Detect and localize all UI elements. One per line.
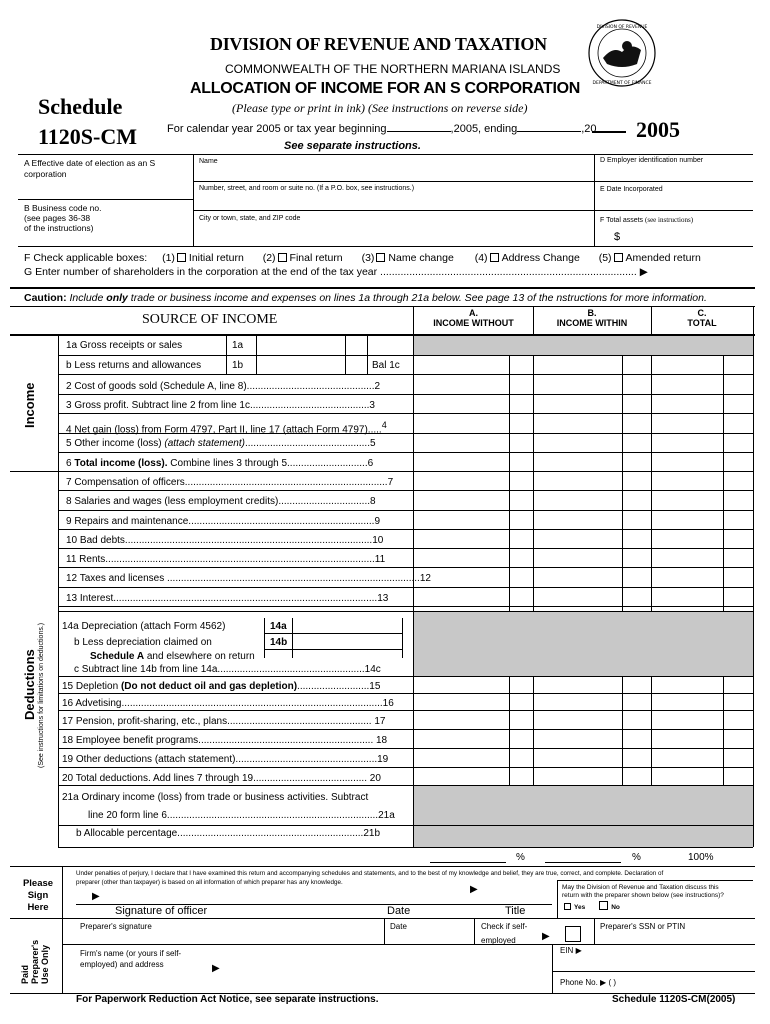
- initial-return-checkbox[interactable]: [177, 253, 186, 262]
- grid-line: [58, 847, 753, 848]
- line-1b-box: 1b: [232, 360, 244, 371]
- pct-col-b: %: [632, 852, 641, 863]
- discuss-no-checkbox[interactable]: [599, 901, 608, 910]
- grid-line: [622, 355, 623, 611]
- schedule-word: Schedule: [38, 94, 123, 119]
- grid-line: [345, 334, 346, 374]
- line-21a-label-2: line 20 form line 6............................................................................21a: [88, 810, 395, 821]
- shaded-area: [413, 825, 753, 847]
- line-21b-label: b Allocable percentage...................................................................21b: [76, 828, 381, 839]
- see-separate-instructions: See separate instructions.: [284, 140, 421, 152]
- col-a-header: A. INCOME WITHOUT: [433, 308, 514, 328]
- arrow-right-icon: ▶: [212, 963, 220, 974]
- grid-line: [58, 334, 59, 847]
- grid-line: [58, 374, 753, 375]
- schedule-id: 1120S-CM: [38, 124, 137, 149]
- svg-text:DEPARTMENT OF FINANCE: DEPARTMENT OF FINANCE: [592, 81, 652, 86]
- line-7-label: 7 Compensation of officers.........................................................................7: [66, 477, 394, 488]
- shaded-area: [413, 335, 753, 355]
- ein-label: D Employer identification number: [600, 157, 704, 164]
- line-1c-label: Bal 1c: [372, 360, 400, 371]
- perjury-statement: Under penalties of perjury, I declare that I have examined this return and accompanying schedules and statements, and to the best of my knowledge and belief, they are true, correct, and complete. Declaration of preparer (other than taxpayer) is based on all information of which preparer has any knowledge.: [76, 870, 664, 886]
- line-14a-label: 14a Depreciation (attach Form 4562): [62, 621, 226, 632]
- address-change-checkbox[interactable]: [490, 253, 499, 262]
- line-20-label: 20 Total deductions. Add lines 7 through 19......................................... 20: [62, 773, 381, 784]
- firm-name-label: Firm's name (or yours if self- employed) and address: [80, 949, 182, 969]
- caution-line: Caution: Include only trade or business income and expenses on lines 1a through 21a below. See page 13 of the nstructions for more information.: [24, 292, 707, 304]
- print-note: (Please type or print in ink) (See instructions on reverse side): [232, 101, 528, 115]
- grid-line: [58, 529, 753, 530]
- arrow-right-icon: ▶: [470, 884, 478, 895]
- grid-line: [264, 649, 402, 650]
- grid-line: [10, 334, 755, 336]
- grid-line: [651, 676, 652, 785]
- ein-label-preparer: EIN ▶: [560, 946, 582, 955]
- grid-line: [58, 767, 753, 768]
- preparer-signature-label: Preparer's signature: [80, 922, 152, 931]
- final-return-checkbox[interactable]: [278, 253, 287, 262]
- name-change-checkbox[interactable]: [376, 253, 385, 262]
- line-6-label: 6 Total income (loss). Combine lines 3 through 5.............................6: [66, 458, 374, 469]
- arrow-right-icon: ▶: [542, 931, 550, 942]
- grid-line: [292, 618, 293, 658]
- grid-line: [753, 306, 754, 847]
- grid-line: [58, 355, 753, 356]
- line-14a-box: 14a: [270, 621, 287, 632]
- line-18-label: 18 Employee benefit programs............................................................... 18: [62, 735, 388, 746]
- grid-line: [226, 334, 227, 374]
- dollar-sign: $: [614, 231, 621, 243]
- grid-line: [58, 413, 753, 414]
- amended-return-checkbox[interactable]: [614, 253, 623, 262]
- grid-line: [723, 355, 724, 611]
- line-15-label: 15 Depletion (Do not deduct oil and gas depletion)..........................15: [62, 681, 381, 692]
- paperwork-notice: For Paperwork Reduction Act Notice, see separate instructions.: [76, 994, 379, 1005]
- grid-line: [58, 748, 753, 749]
- begin-date-field[interactable]: [387, 131, 451, 132]
- grid-line: [256, 334, 257, 374]
- grid-line: [509, 676, 510, 785]
- check-applicable-boxes-row: F Check applicable boxes: (1) Initial return (2) Final return (3) Name change (4) Address Change (5) Amended return: [24, 252, 701, 264]
- grid-line: [58, 471, 753, 472]
- line-11-label: 11 Rents.................................................................................................11: [66, 554, 386, 565]
- line-17-label: 17 Pension, profit-sharing, etc., plans.................................................... 17: [62, 716, 386, 727]
- line-14b-label-2: Schedule A and elsewhere on return: [90, 651, 255, 662]
- grid-line: [367, 334, 368, 374]
- grid-line: [58, 825, 753, 826]
- grid-line: [58, 606, 753, 607]
- grid-line: [58, 611, 753, 612]
- name-field-label: Name: [199, 158, 218, 165]
- grid-line: [622, 676, 623, 785]
- commonwealth-title: COMMONWEALTH OF THE NORTHERN MARIANA ISLANDS: [225, 62, 561, 76]
- line-4-label: 4 Net gain (loss) from Form 4797, Part II, line 17 (attach Form 4797).....$^4$: [66, 420, 387, 436]
- deductions-note-side-label: (See instructions for limitations on deductions.): [38, 622, 45, 768]
- line-16-label: 16 Advetising..............................................................................................16: [62, 698, 394, 709]
- line-2-label: 2 Cost of goods sold (Schedule A, line 8)..............................................2: [66, 381, 381, 392]
- calendar-year-line: For calendar year 2005 or tax year beginning ,2005, ending ,20: [167, 123, 597, 135]
- shareholders-line: G Enter number of shareholders in the corporation at the end of the tax year ........................................................................................ ▶: [24, 266, 648, 278]
- line-14b-label: b Less depreciation claimed on: [74, 637, 212, 648]
- grid-line: [533, 676, 534, 785]
- income-side-label: Income: [22, 382, 37, 428]
- col-b-header: B. INCOME WITHIN: [556, 308, 628, 328]
- line-5-label: 5 Other income (loss) (attach statement).............................................5: [66, 438, 376, 449]
- self-employed-checkbox[interactable]: [565, 926, 581, 942]
- signature-of-officer-label: Signature of officer: [115, 905, 208, 917]
- signature-title-label: Title: [505, 905, 526, 917]
- preparer-date-label: Date: [390, 922, 407, 931]
- deductions-side-label: Deductions: [22, 649, 37, 720]
- line-9-label: 9 Repairs and maintenance...................................................................9: [66, 516, 381, 527]
- grid-line: [58, 510, 753, 511]
- line-21a-label: 21a Ordinary income (loss) from trade or business activities. Subtract: [62, 792, 369, 803]
- date-incorporated-label: E Date Incorporated: [600, 186, 663, 193]
- grid-line: [58, 490, 753, 491]
- line-1a-box: 1a: [232, 340, 244, 351]
- grid-line: [58, 710, 753, 711]
- line-14c-label: c Subtract line 14b from line 14a.....................................................14c: [74, 664, 381, 675]
- grid-line: [58, 548, 753, 549]
- please-sign-here-label: Please Sign Here: [22, 878, 54, 913]
- arrow-right-icon: ▶: [92, 891, 100, 902]
- line-1a-label: 1a Gross receipts or sales: [66, 340, 183, 351]
- grid-line: [509, 355, 510, 611]
- grid-line: [58, 452, 753, 453]
- signature-date-label: Date: [387, 905, 411, 917]
- phone-label: Phone No. ▶ ( ): [560, 978, 616, 987]
- arrow-right-icon: ▶: [639, 266, 648, 278]
- line-12-label: 12 Taxes and licenses ...........................................................................................12: [66, 573, 431, 584]
- preparer-ssn-label: Preparer's SSN or PTIN: [600, 922, 686, 931]
- grid-line: [264, 633, 402, 634]
- form-year: 2005: [636, 117, 680, 142]
- line-1b-label: b Less returns and allowances: [66, 360, 202, 371]
- grid-line: [651, 355, 652, 611]
- grid-line: [533, 355, 534, 611]
- line-19-label: 19 Other deductions (attach statement)...................................................19: [62, 754, 389, 765]
- form-title: ALLOCATION OF INCOME FOR AN S CORPORATION: [190, 80, 581, 97]
- line-13-label: 13 Interest...............................................................................................13: [66, 593, 389, 604]
- grid-line: [58, 676, 753, 677]
- line-8-label: 8 Salaries and wages (less employment credits).................................8: [66, 496, 376, 507]
- grid-line: [58, 587, 753, 588]
- total-assets-label: F Total assets (see instructions): [600, 216, 694, 224]
- end-date-field[interactable]: [517, 131, 581, 132]
- svg-text:DIVISION OF REVENUE: DIVISION OF REVENUE: [596, 25, 648, 30]
- grid-line: [10, 471, 58, 472]
- agency-title: DIVISION OF REVENUE AND TAXATION: [210, 34, 547, 54]
- grid-line: [723, 676, 724, 785]
- shaded-area: [413, 611, 753, 676]
- pct-col-a: %: [516, 852, 525, 863]
- discuss-yes-checkbox[interactable]: [564, 903, 571, 910]
- grid-line: [58, 729, 753, 730]
- election-date-label: A Effective date of election as an S corporation: [24, 158, 156, 179]
- grid-line: [58, 785, 753, 786]
- shaded-area: [413, 785, 753, 825]
- department-seal: [587, 18, 657, 88]
- grid-line: [413, 334, 414, 847]
- grid-line: [264, 618, 265, 658]
- business-code-label: B Business code no. (see pages 36-38 of the instructions): [24, 203, 102, 233]
- line-3-label: 3 Gross profit. Subtract line 2 from line 1c...........................................3: [66, 400, 375, 411]
- line-14b-box: 14b: [270, 637, 288, 648]
- grid-line: [58, 394, 753, 395]
- discuss-question: May the Division of Revenue and Taxation discuss this return with the preparer shown below (see instructions)? Yes No: [562, 884, 724, 911]
- col-c-header: C. TOTAL: [687, 308, 717, 328]
- street-field-label: Number, street, and room or suite no. (If a P.O. box, see instructions.): [199, 185, 415, 192]
- city-field-label: City or town, state, and ZIP code: [199, 215, 301, 222]
- grid-line: [58, 693, 753, 694]
- grid-line: [402, 618, 403, 658]
- pct-total: 100%: [688, 852, 714, 863]
- form-footer-id: Schedule 1120S-CM(2005): [612, 994, 736, 1005]
- source-of-income-header: SOURCE OF INCOME: [142, 312, 278, 327]
- self-employed-label: Check if self- employed: [481, 922, 528, 945]
- grid-line: [58, 567, 753, 568]
- line-10-label: 10 Bad debts.........................................................................................10: [66, 535, 384, 546]
